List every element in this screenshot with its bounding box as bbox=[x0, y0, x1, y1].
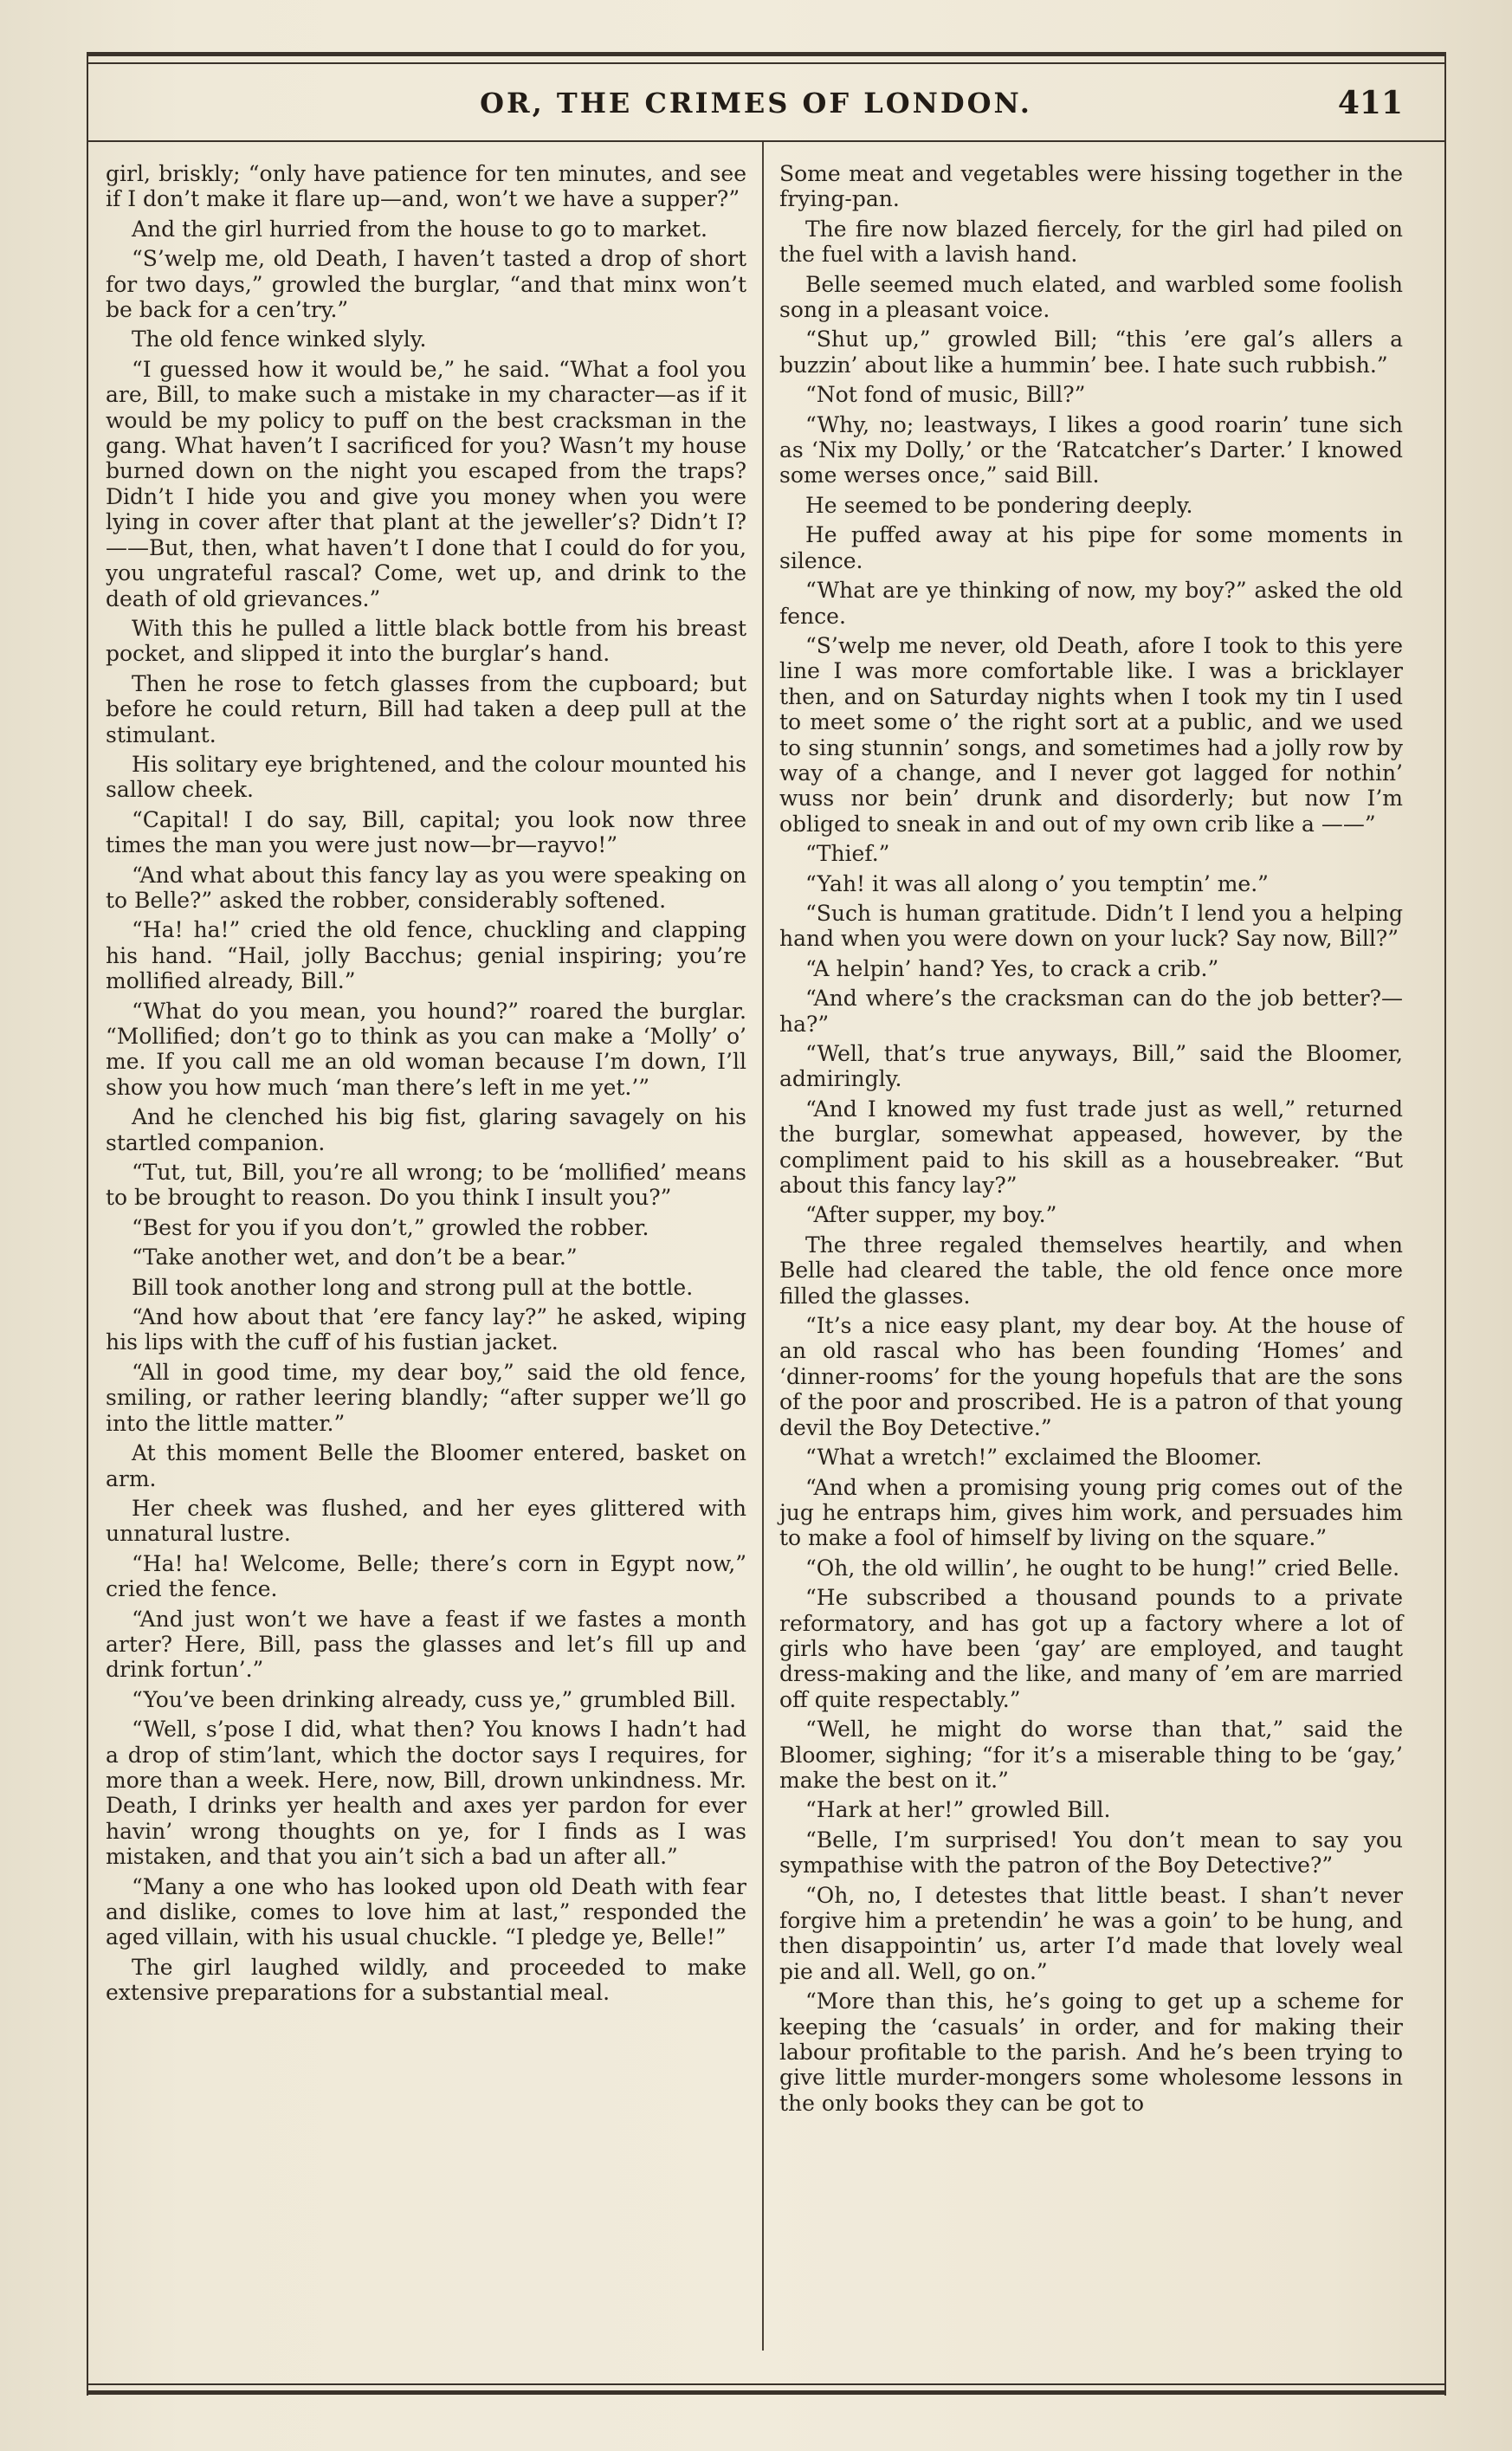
paragraph: “After supper, my boy.” bbox=[805, 1202, 1057, 1228]
running-header-title: OR, THE CRIMES OF LONDON. bbox=[480, 87, 1032, 120]
paragraph: “He subscribed a thousand pounds to a private reformatory, and has got up a factory where a lot of girls who have been ‘gay’ are employed, and taught dress-making and the like, and many of ’em are married off quite respectably.” bbox=[779, 1585, 1403, 1712]
paragraph: He puffed away at his pipe for some moments in silence. bbox=[779, 522, 1403, 573]
paragraph: Belle seemed much elated, and warbled some foolish song in a pleasant voice. bbox=[779, 271, 1403, 323]
paragraph: “Best for you if you don’t,” growled the robber. bbox=[132, 1214, 649, 1240]
paragraph: “Hark at her!” growled Bill. bbox=[805, 1797, 1111, 1823]
paragraph: “What do you mean, you hound?” roared the burglar. “Mollified; don’t go to think as you can make a ‘Molly’ o’ me. If you call me an old woman because I’m down, I’ll show you how much ‘man there’s left in me yet.’” bbox=[106, 998, 746, 1100]
top-border-rule-thin bbox=[87, 62, 1446, 64]
paragraph: “Well, that’s true anyways, Bill,” said the Bloomer, admiringly. bbox=[779, 1041, 1403, 1092]
paragraph: Bill took another long and strong pull at the bottle. bbox=[132, 1274, 694, 1300]
paragraph: “Well, he might do worse than that,” said the Bloomer, sighing; “for it’s a miserable thing to be ‘gay,’ make the best on it.” bbox=[779, 1717, 1403, 1793]
paragraph: “And I knowed my fust trade just as well,” returned the burglar, somewhat appeased, however, by the compliment paid to his skill as a housebreaker. “But about this fancy lay?” bbox=[779, 1096, 1403, 1199]
paragraph: “Belle, I’m surprised! You don’t mean to say you sympathise with the patron of the Boy Detective?” bbox=[779, 1827, 1403, 1879]
paragraph: “Oh, the old willin’, he ought to be hung!” cried Belle. bbox=[805, 1555, 1400, 1581]
paragraph: His solitary eye brightened, and the colour mounted his sallow cheek. bbox=[106, 751, 746, 803]
paragraph: Then he rose to fetch glasses from the cupboard; but before he could return, Bill had taken a deep pull at the stimulant. bbox=[106, 670, 746, 747]
paragraph: “You’ve been drinking already, cuss ye,” grumbled Bill. bbox=[132, 1686, 737, 1712]
paragraph: girl, briskly; “only have patience for ten minutes, and see if I don’t make it flare up—and, won’t we have a supper?” bbox=[106, 161, 746, 212]
paragraph: With this he pulled a little black bottle from his breast pocket, and slipped it into the burglar’s hand. bbox=[106, 615, 746, 667]
paragraph: The old fence winked slyly. bbox=[132, 327, 427, 352]
paragraph: The girl laughed wildly, and proceeded to make extensive preparations for a substantial meal. bbox=[106, 1954, 746, 2006]
paragraph: “Many a one who has looked upon old Death with fear and dislike, comes to love him at last,” responded the aged villain, with his usual chuckle. “I pledge ye, Belle!” bbox=[106, 1873, 746, 1950]
paragraph: “Tut, tut, Bill, you’re all wrong; to be ‘mollified’ means to be brought to reason. Do you think I insult you?” bbox=[106, 1160, 746, 1211]
paragraph: “Ha! ha! Welcome, Belle; there’s corn in Egypt now,” cried the fence. bbox=[106, 1550, 746, 1602]
left-border-rule bbox=[87, 52, 88, 2396]
paragraph: Her cheek was flushed, and her eyes glittered with unnatural lustre. bbox=[106, 1495, 746, 1547]
paragraph: “Such is human gratitude. Didn’t I lend you a helping hand when you were down on your luck? Say now, Bill?” bbox=[779, 900, 1403, 952]
paragraph: “Take another wet, and don’t be a bear.” bbox=[132, 1245, 578, 1271]
left-text-column bbox=[106, 161, 746, 2010]
paragraph: The three regaled themselves heartily, and when Belle had cleared the table, the old fence once more filled the glasses. bbox=[779, 1232, 1403, 1309]
paragraph: The fire now blazed fiercely, for the girl had piled on the fuel with a lavish hand. bbox=[779, 216, 1403, 268]
right-border-rule bbox=[1444, 52, 1446, 2396]
paragraph: At this moment Belle the Bloomer entered, basket on arm. bbox=[106, 1440, 746, 1491]
paragraph: “Capital! I do say, Bill, capital; you look now three times the man you were just now—br—rayvo!” bbox=[106, 806, 746, 858]
paragraph: “More than this, he’s going to get up a scheme for keeping the ‘casuals’ in order, and for making their labour profitable to the parish. And he’s been trying to give little murder-mongers some wholesome lessons in the only books they can be got to bbox=[779, 1989, 1403, 2116]
paragraph: “Thief.” bbox=[805, 841, 890, 867]
paragraph: “Not fond of music, Bill?” bbox=[805, 382, 1086, 408]
top-border-rule bbox=[87, 52, 1446, 56]
paragraph: “What are ye thinking of now, my boy?” asked the old fence. bbox=[779, 578, 1403, 629]
paragraph: “And just won’t we have a feast if we fastes a month arter? Here, Bill, pass the glasses and let’s fill up and drink fortun’.” bbox=[106, 1606, 746, 1683]
paragraph: “Why, no; leastways, I likes a good roarin’ tune sich as ‘Nix my Dolly,’ or the ‘Ratcatcher’s Darter.’ I knowed some werses once,” said Bill. bbox=[779, 411, 1403, 488]
paragraph: “All in good time, my dear boy,” said the old fence, smiling, or rather leering blandly; “after supper we’ll go into the little matter.” bbox=[106, 1359, 746, 1436]
paragraph: “Yah! it was all along o’ you temptin’ me.” bbox=[805, 870, 1269, 896]
paragraph: “And how about that ’ere fancy lay?” he asked, wiping his lips with the cuff of his fustian jacket. bbox=[106, 1304, 746, 1355]
paragraph: “It’s a nice easy plant, my dear boy. At the house of an old rascal who has been founding ‘Homes’ and ‘dinner-rooms’ for the young hopefuls that are the sons of the poor and proscribed. He is a patron of that young devil the Boy Detective.” bbox=[779, 1313, 1403, 1440]
paragraph: “What a wretch!” exclaimed the Bloomer. bbox=[805, 1445, 1263, 1471]
bottom-border-rule-thin bbox=[87, 2383, 1446, 2385]
paragraph: “A helpin’ hand? Yes, to crack a crib.” bbox=[805, 955, 1219, 981]
header-rule bbox=[87, 140, 1446, 142]
paragraph: “And where’s the cracksman can do the job better?—ha?” bbox=[779, 986, 1403, 1037]
paragraph: Some meat and vegetables were hissing together in the frying-pan. bbox=[779, 161, 1403, 212]
column-divider bbox=[762, 142, 764, 2351]
paragraph: And he clenched his big fist, glaring savagely on his startled companion. bbox=[106, 1104, 746, 1155]
paragraph: “S’welp me, old Death, I haven’t tasted a drop of short for two days,” growled the burglar, “and that minx won’t be back for a cen’try.” bbox=[106, 246, 746, 323]
page-number: 411 bbox=[1337, 85, 1403, 121]
paragraph: “I guessed how it would be,” he said. “What a fool you are, Bill, to make such a mistake in my character—as if it would be my policy to puff on the best cracksman in the gang. What haven’t I sacrificed for you? Wasn’t my house burned down on the night you escaped from the traps? Didn’t I hide you and give you money when you were lying in cover after that plant at the jeweller’s? Didn’t I?——But, then, what haven’t I done that I could do for you, you ungrateful rascal? Come, wet up, and drink to the death of old grievances.” bbox=[106, 356, 746, 611]
paragraph: “And when a promising young prig comes out of the jug he entraps him, gives him work, and persuades him to make a fool of himself by living on the square.” bbox=[779, 1474, 1403, 1551]
right-text-column bbox=[779, 161, 1403, 2120]
paragraph: He seemed to be pondering deeply. bbox=[805, 492, 1193, 518]
paragraph: “S’welp me never, old Death, afore I took to this yere line I was more comfortable like. I was a bricklayer then, and on Saturday nights when I took my tin I used to meet some o’ the right sort at a public, and we used to sing stunnin’ songs, and sometimes had a jolly row by way of a change, and I never got lagged for nothin’ wuss nor bein’ drunk and disorderly; but now I’m obliged to sneak in and out of my own crib like a ——” bbox=[779, 632, 1403, 837]
paragraph: “Ha! ha!” cried the old fence, chuckling and clapping his hand. “Hail, jolly Bacchus; genial inspiring; you’re mollified already, Bill.” bbox=[106, 917, 746, 994]
paragraph: “Well, s’pose I did, what then? You knows I hadn’t had a drop of stim’lant, which the doctor says I requires, for more than a week. Here, now, Bill, drown unkindness. Mr. Death, I drinks yer health and axes yer pardon for ever havin’ wrong thoughts on ye, for I finds as I was mistaken, and that you ain’t sich a bad un after all.” bbox=[106, 1717, 746, 1870]
paragraph: “Shut up,” growled Bill; “this ’ere gal’s allers a buzzin’ about like a hummin’ bee. I hate such rubbish.” bbox=[779, 327, 1403, 378]
paragraph: “And what about this fancy lay as you were speaking on to Belle?” asked the robber, considerably softened. bbox=[106, 862, 746, 913]
paragraph: “Oh, no, I detestes that little beast. I shan’t never forgive him a pretendin’ he was a goin’ to be hung, and then disappointin’ us, arter I’d made that lovely weal pie and all. Well, go on.” bbox=[779, 1882, 1403, 1984]
paragraph: And the girl hurried from the house to go to market. bbox=[132, 216, 708, 242]
bottom-border-rule bbox=[87, 2390, 1446, 2395]
